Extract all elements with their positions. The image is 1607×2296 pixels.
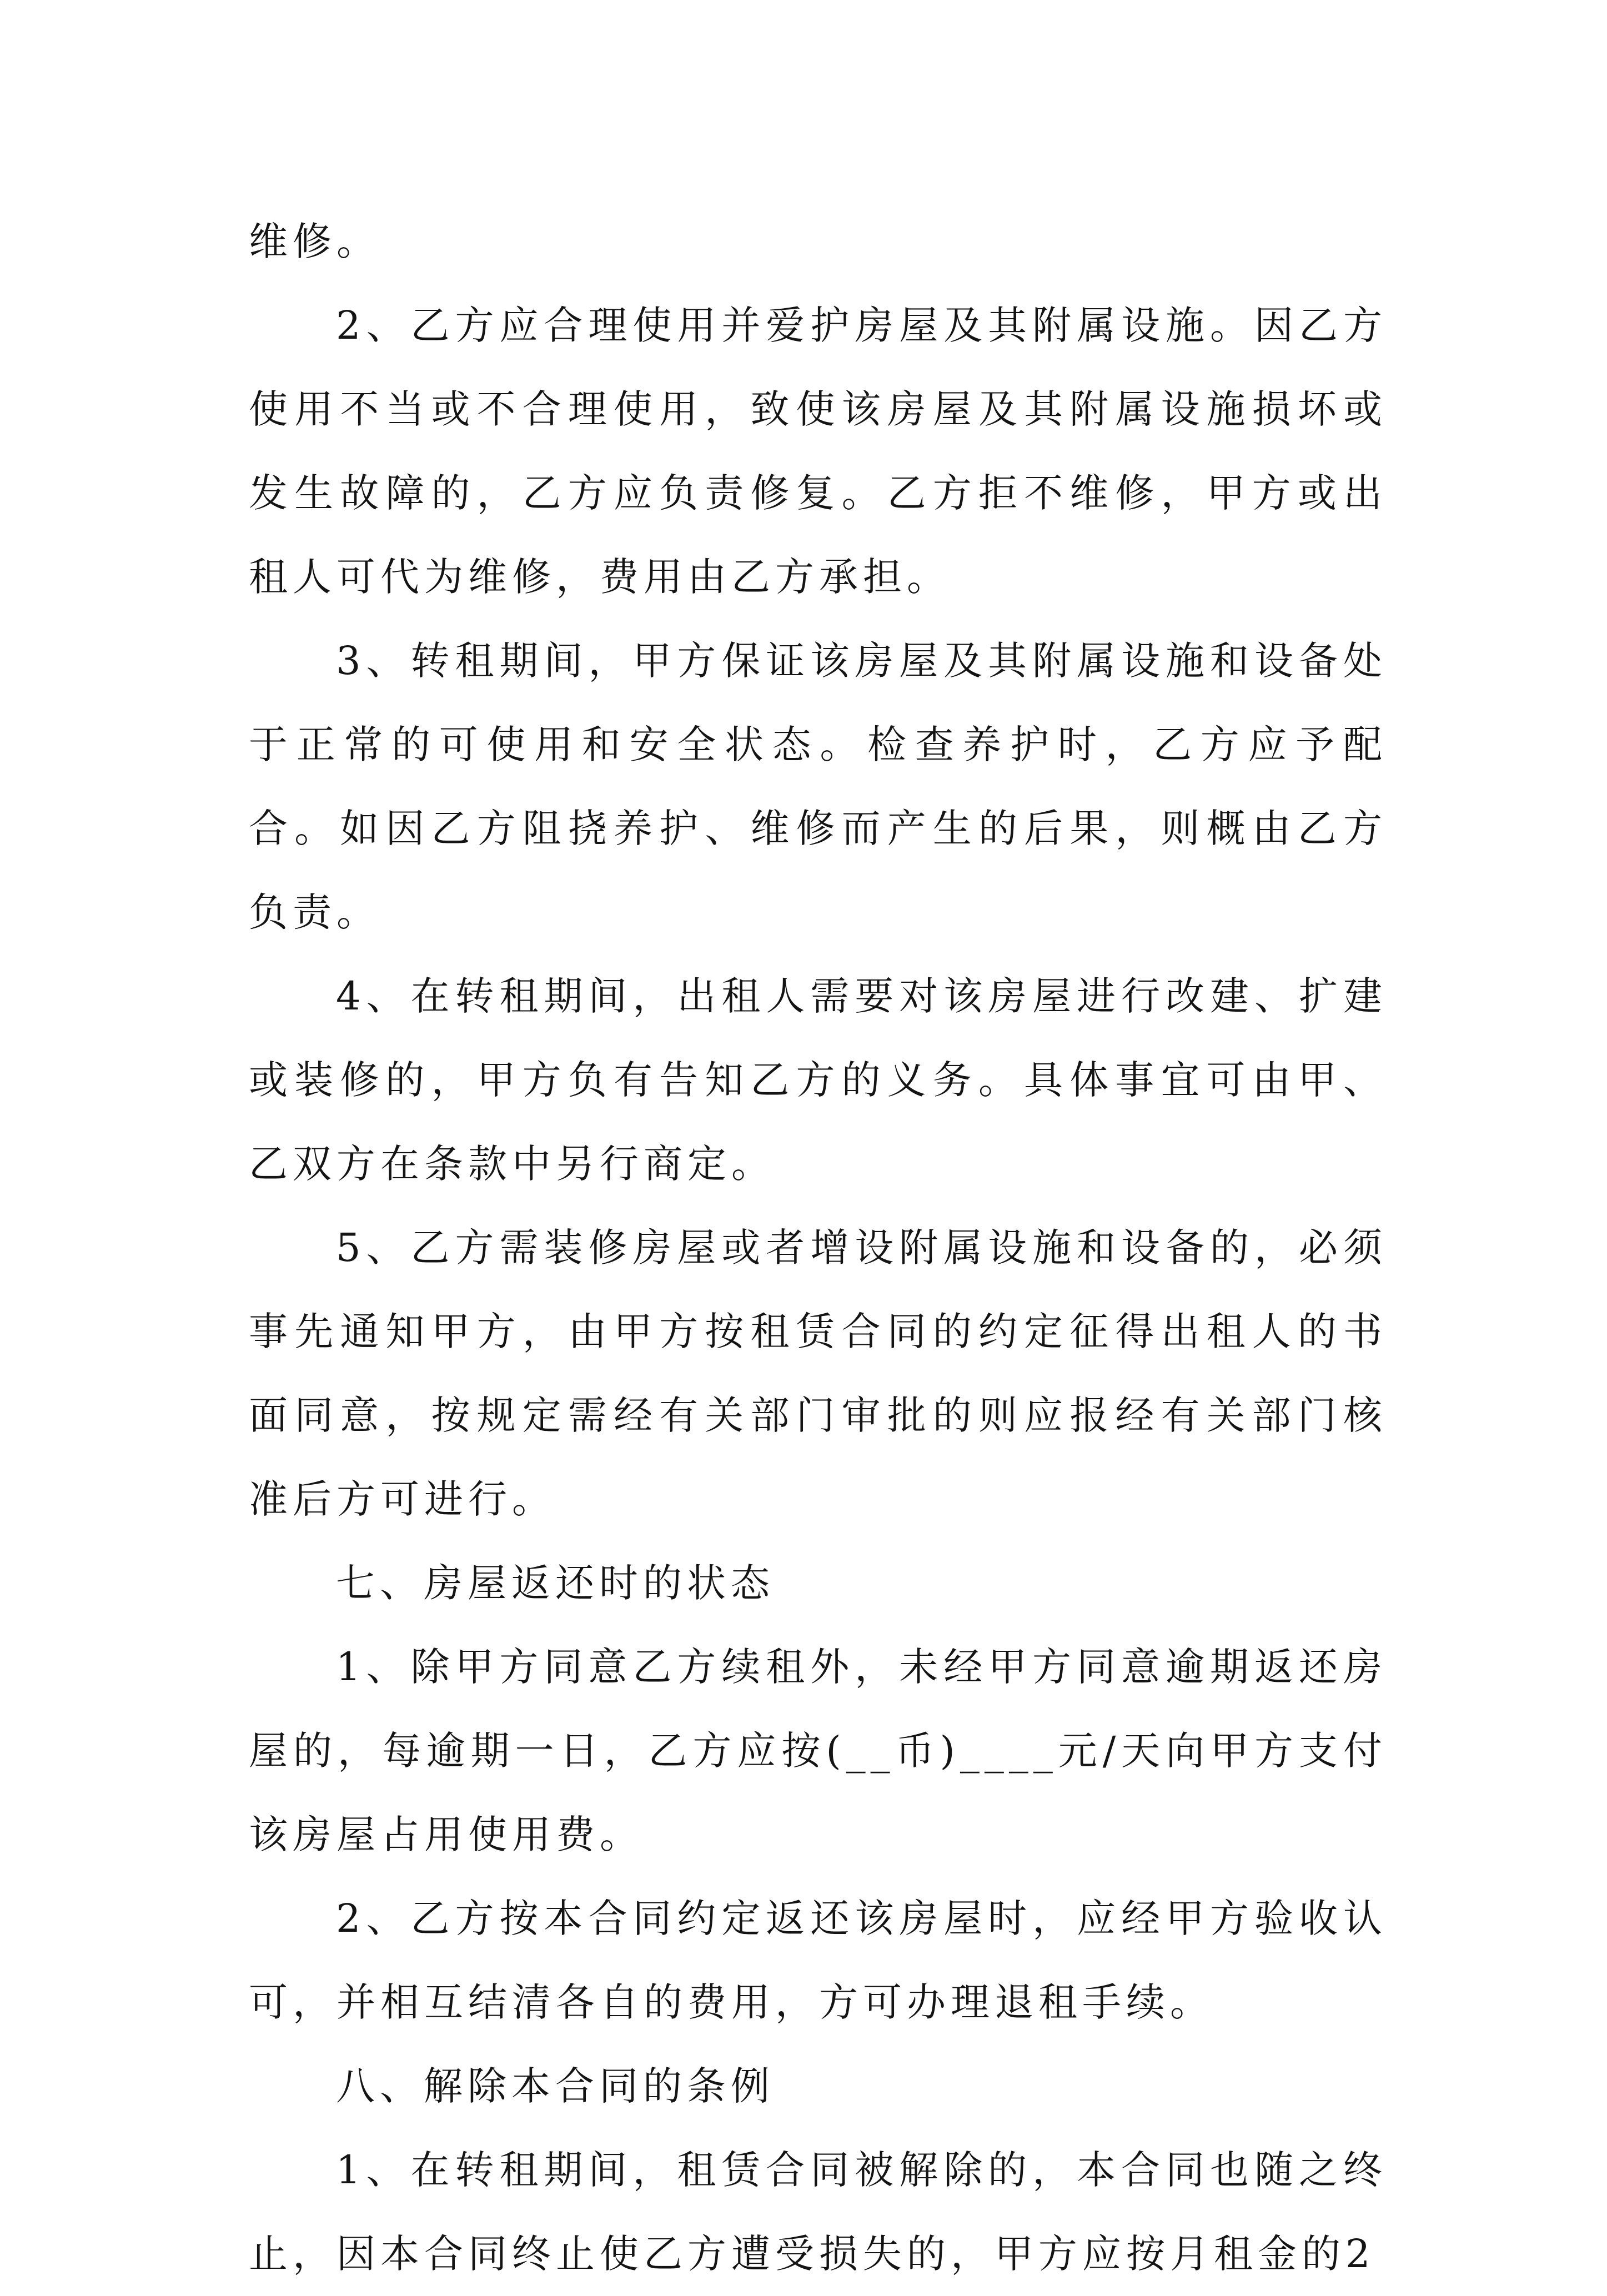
clause-2-return-inspection: 2、乙方按本合同约定返还该房屋时，应经甲方验收认可，并相互结清各自的费用，方可办理退租手续。 xyxy=(249,1896,1387,2025)
section-heading-return-state: 七、房屋返还时的状态 xyxy=(336,1560,775,1606)
clause-5-decoration-approval: 5、乙方需装修房屋或者增设附属设施和设备的，必须事先通知甲方，由甲方按租赁合同的约定征得出租人的书面同意，按规定需经有关部门审批的则应报经有关部门核准后方可进行。 xyxy=(249,1225,1387,1522)
clause-1-termination: 1、在转租期间，租赁合同被解除的，本合同也随之终止，因本合同终止使乙方遭受损失的，甲方应按月租金的2 xyxy=(249,2147,1387,2277)
document-body xyxy=(249,200,1387,2296)
paragraph-continuation: 维修。 xyxy=(249,219,380,264)
clause-1-overdue-return: 1、除甲方同意乙方续租外，未经甲方同意逾期返还房屋的，每逾期一日，乙方应按(__币)____元/天向甲方支付该房屋占用使用费。 xyxy=(249,1644,1387,1857)
section-heading-termination: 八、解除本合同的条例 xyxy=(336,2063,775,2109)
clause-4-renovation-notice: 4、在转租期间，出租人需要对该房屋进行改建、扩建或装修的，甲方负有告知乙方的义务。具体事宜可由甲、乙双方在条款中另行商定。 xyxy=(249,973,1387,1187)
clause-2-repair-responsibility: 2、乙方应合理使用并爱护房屋及其附属设施。因乙方使用不当或不合理使用，致使该房屋及其附属设施损坏或发生故障的，乙方应负责修复。乙方拒不维修，甲方或出租人可代为维修，费用由乙方承担。 xyxy=(249,303,1387,600)
clause-3-maintenance: 3、转租期间，甲方保证该房屋及其附属设施和设备处于正常的可使用和安全状态。检查养护时，乙方应予配合。如因乙方阻挠养护、维修而产生的后果，则概由乙方负责。 xyxy=(249,638,1387,935)
